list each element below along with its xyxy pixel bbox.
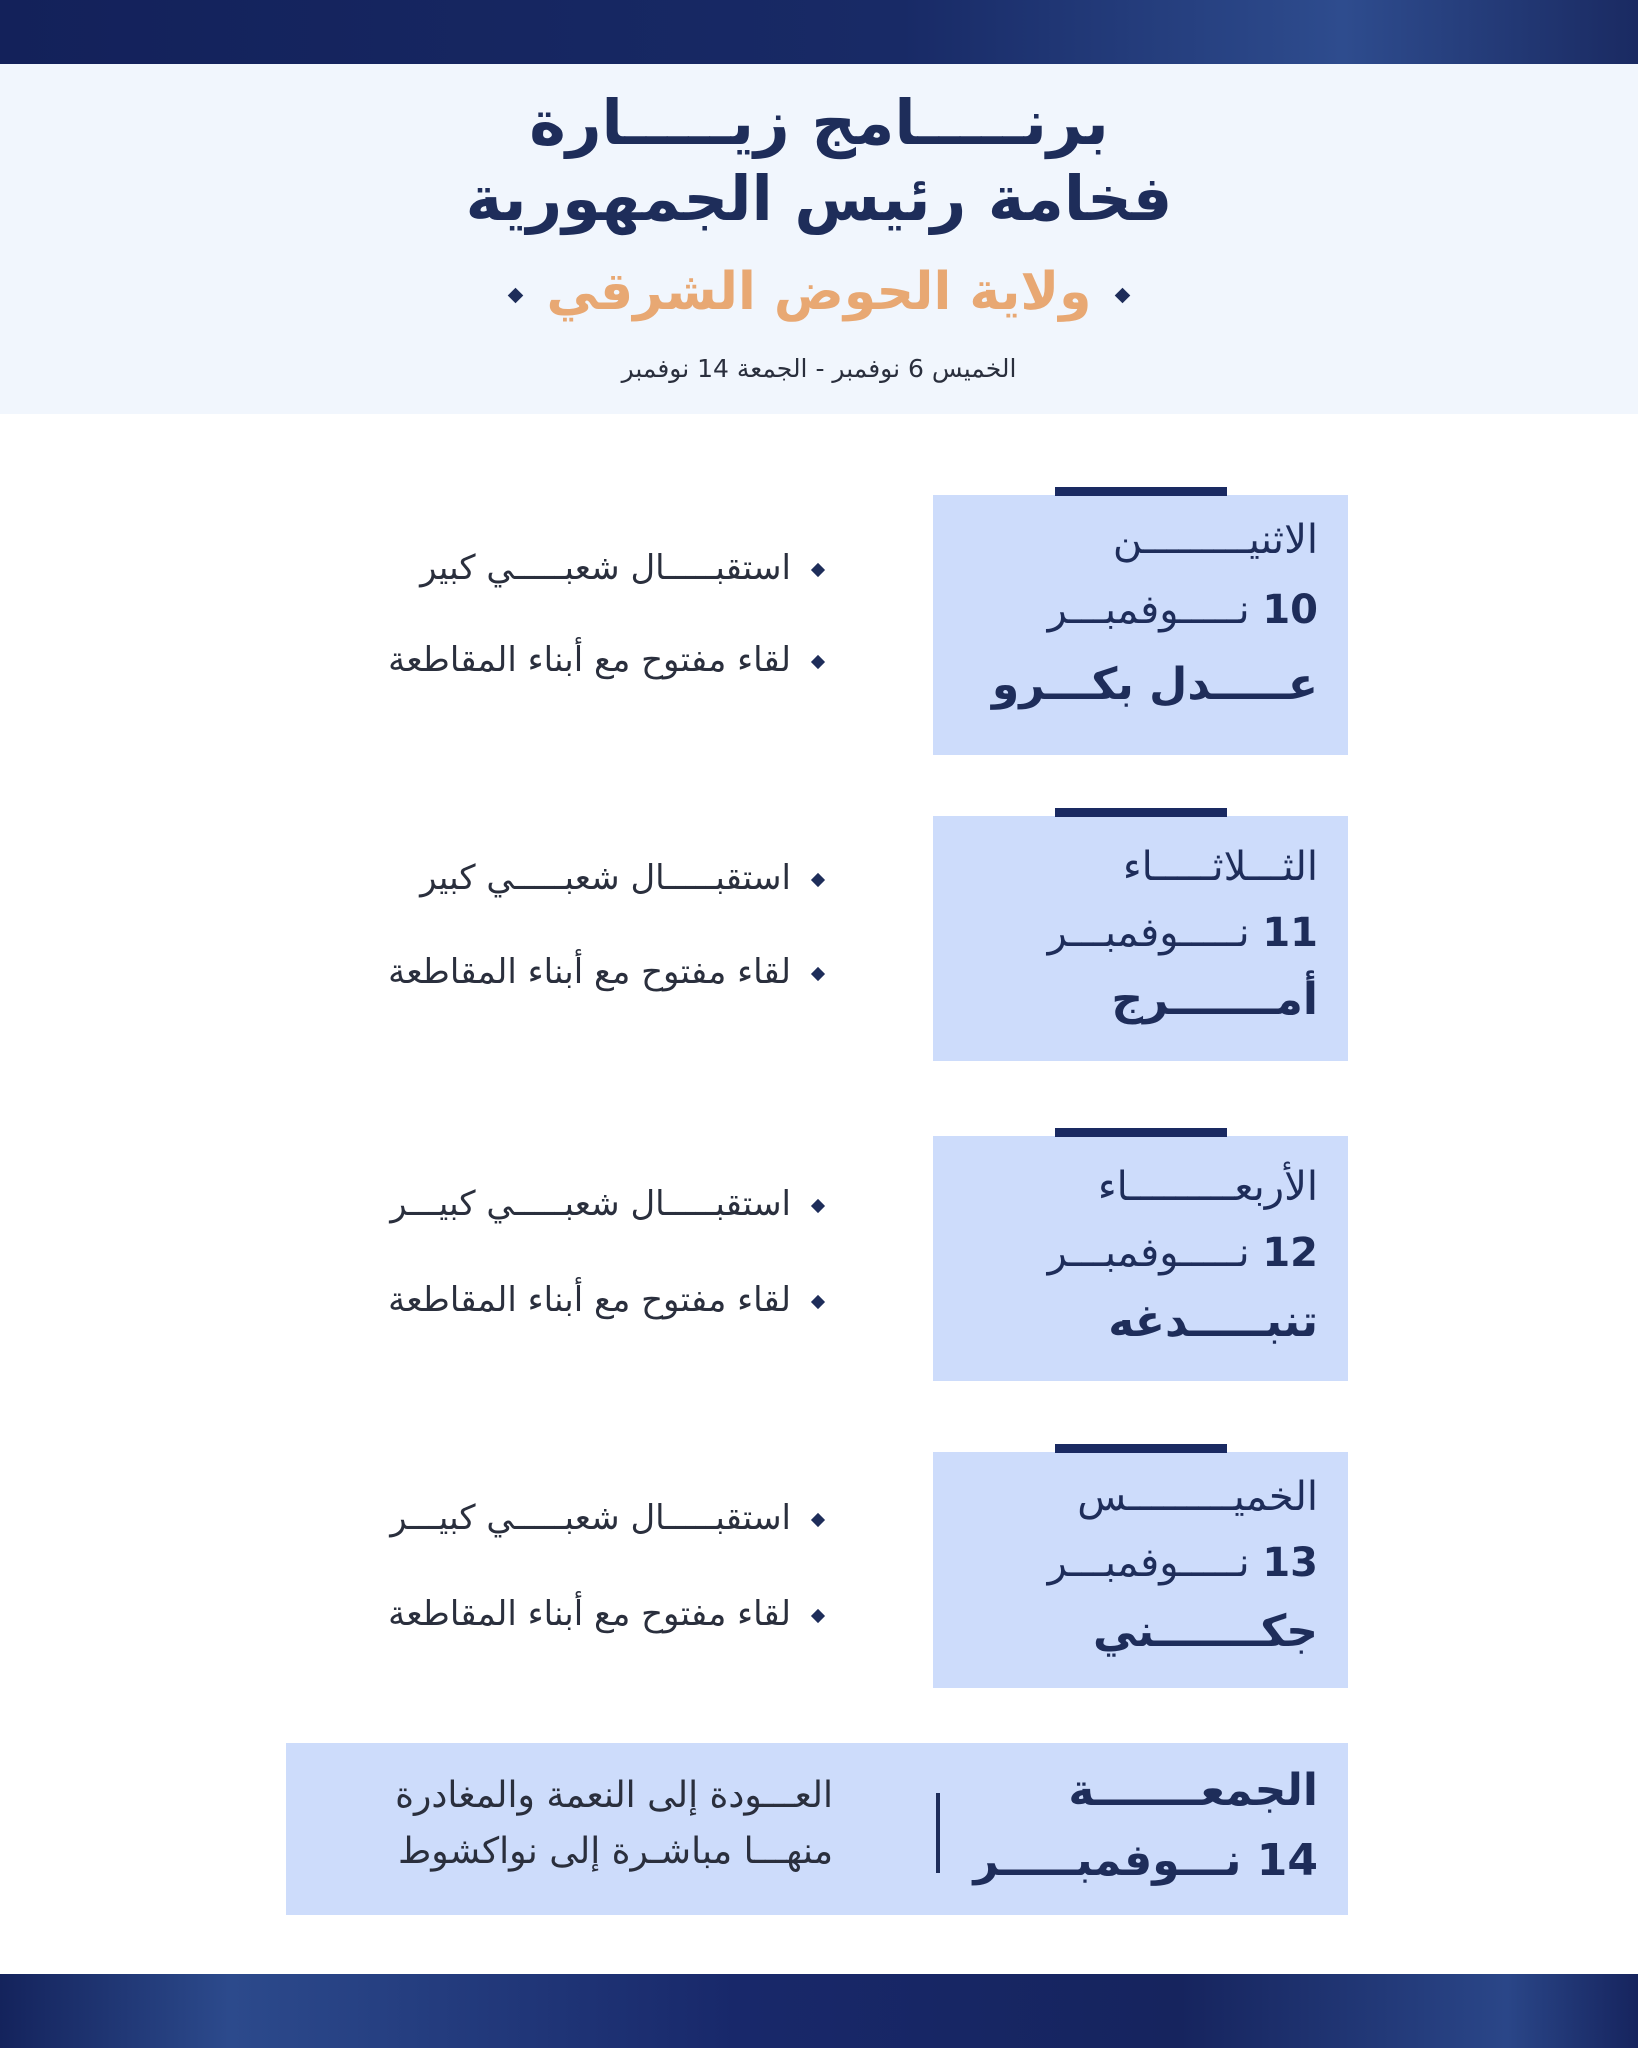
schedule-item-text: استقبـــــال شعبـــــي كبير bbox=[420, 548, 791, 588]
schedule-item bbox=[390, 1498, 823, 1538]
day-card-thursday bbox=[933, 1452, 1348, 1688]
top-banner-bar bbox=[0, 0, 1638, 64]
day-place: تنبـــــدغه bbox=[1108, 1296, 1318, 1347]
day-card-monday bbox=[933, 495, 1348, 755]
schedule-item-text: استقبـــــال شعبـــــي كبيـــر bbox=[390, 1184, 791, 1224]
schedule-item bbox=[420, 858, 823, 898]
day-name: الاثنيـــــــــن bbox=[1112, 517, 1318, 563]
friday-date-month: نـــوفمبـــــر bbox=[973, 1835, 1242, 1886]
diamond-bullet-icon bbox=[811, 1608, 825, 1622]
region-subtitle bbox=[0, 262, 1638, 322]
schedule-item-text: استقبـــــال شعبـــــي كبيـــر bbox=[390, 1498, 791, 1538]
schedule-item-text: لقاء مفتوح مع أبناء المقاطعة bbox=[388, 1594, 791, 1634]
day-date bbox=[1048, 1230, 1318, 1276]
diamond-bullet-icon bbox=[1115, 287, 1131, 303]
friday-date bbox=[973, 1835, 1318, 1886]
day-date bbox=[1048, 1540, 1318, 1586]
schedule-item bbox=[388, 640, 823, 680]
friday-day-name: الجمعـــــــة bbox=[1068, 1765, 1318, 1816]
day-card-wednesday bbox=[933, 1136, 1348, 1381]
day-date-month: نـــــوفمبـــر bbox=[1047, 1230, 1250, 1276]
schedule-item-text: لقاء مفتوح مع أبناء المقاطعة bbox=[388, 952, 791, 992]
day-card-accent-bar bbox=[1055, 487, 1227, 496]
friday-separator bbox=[936, 1793, 940, 1873]
schedule-item bbox=[388, 1280, 823, 1320]
day-date-number: 13 bbox=[1262, 1540, 1318, 1586]
day-name: الأربعـــــــــاء bbox=[1097, 1164, 1318, 1210]
day-date-month: نـــــوفمبـــر bbox=[1047, 1540, 1250, 1586]
diamond-bullet-icon bbox=[811, 1294, 825, 1308]
day-date-number: 12 bbox=[1262, 1230, 1318, 1276]
diamond-bullet-icon bbox=[811, 966, 825, 980]
friday-text-line2: منهـــا مباشـرة إلى نواكشوط bbox=[398, 1831, 833, 1872]
schedule-item bbox=[420, 548, 823, 588]
day-card-accent-bar bbox=[1055, 808, 1227, 817]
day-card-accent-bar bbox=[1055, 1444, 1227, 1453]
friday-date-number: 14 bbox=[1256, 1835, 1318, 1886]
schedule-item bbox=[390, 1184, 823, 1224]
day-place: جكـــــــني bbox=[1092, 1606, 1318, 1657]
friday-text-line1: العـــودة إلى النعمة والمغادرة bbox=[395, 1775, 833, 1816]
day-date bbox=[1048, 910, 1318, 956]
day-card-tuesday bbox=[933, 816, 1348, 1061]
day-card-accent-bar bbox=[1055, 1128, 1227, 1137]
page-title-line1: برنـــــامج زيـــــارة bbox=[529, 86, 1109, 159]
diamond-bullet-icon bbox=[507, 287, 523, 303]
page-title-line2: فخامة رئيس الجمهورية bbox=[465, 162, 1173, 235]
diamond-bullet-icon bbox=[811, 872, 825, 886]
day-date-month: نـــــوفمبـــر bbox=[1047, 910, 1250, 956]
bottom-banner-bar bbox=[0, 1974, 1638, 2048]
day-date bbox=[1048, 587, 1318, 633]
diamond-bullet-icon bbox=[811, 1198, 825, 1212]
region-name: ولاية الحوض الشرقي bbox=[546, 262, 1092, 322]
day-name: الثـــلاثـــــاء bbox=[1122, 844, 1318, 890]
day-date-number: 10 bbox=[1262, 587, 1318, 633]
schedule-item bbox=[388, 952, 823, 992]
day-date-month: نـــــوفمبـــر bbox=[1047, 587, 1250, 633]
schedule-item bbox=[388, 1594, 823, 1634]
diamond-bullet-icon bbox=[811, 1512, 825, 1526]
day-place: أمـــــــرج bbox=[1111, 974, 1318, 1025]
diamond-bullet-icon bbox=[811, 654, 825, 668]
schedule-item-text: استقبـــــال شعبـــــي كبير bbox=[420, 858, 791, 898]
schedule-item-text: لقاء مفتوح مع أبناء المقاطعة bbox=[388, 1280, 791, 1320]
day-place: عـــــدل بكـــرو bbox=[991, 659, 1318, 710]
schedule-item-text: لقاء مفتوح مع أبناء المقاطعة bbox=[388, 640, 791, 680]
day-name: الخميـــــــــس bbox=[1077, 1474, 1318, 1520]
visit-date-range: الخميس 6 نوفمبر - الجمعة 14 نوفمبر bbox=[621, 354, 1017, 383]
diamond-bullet-icon bbox=[811, 562, 825, 576]
day-date-number: 11 bbox=[1262, 910, 1318, 956]
day-card-friday bbox=[286, 1743, 1348, 1915]
